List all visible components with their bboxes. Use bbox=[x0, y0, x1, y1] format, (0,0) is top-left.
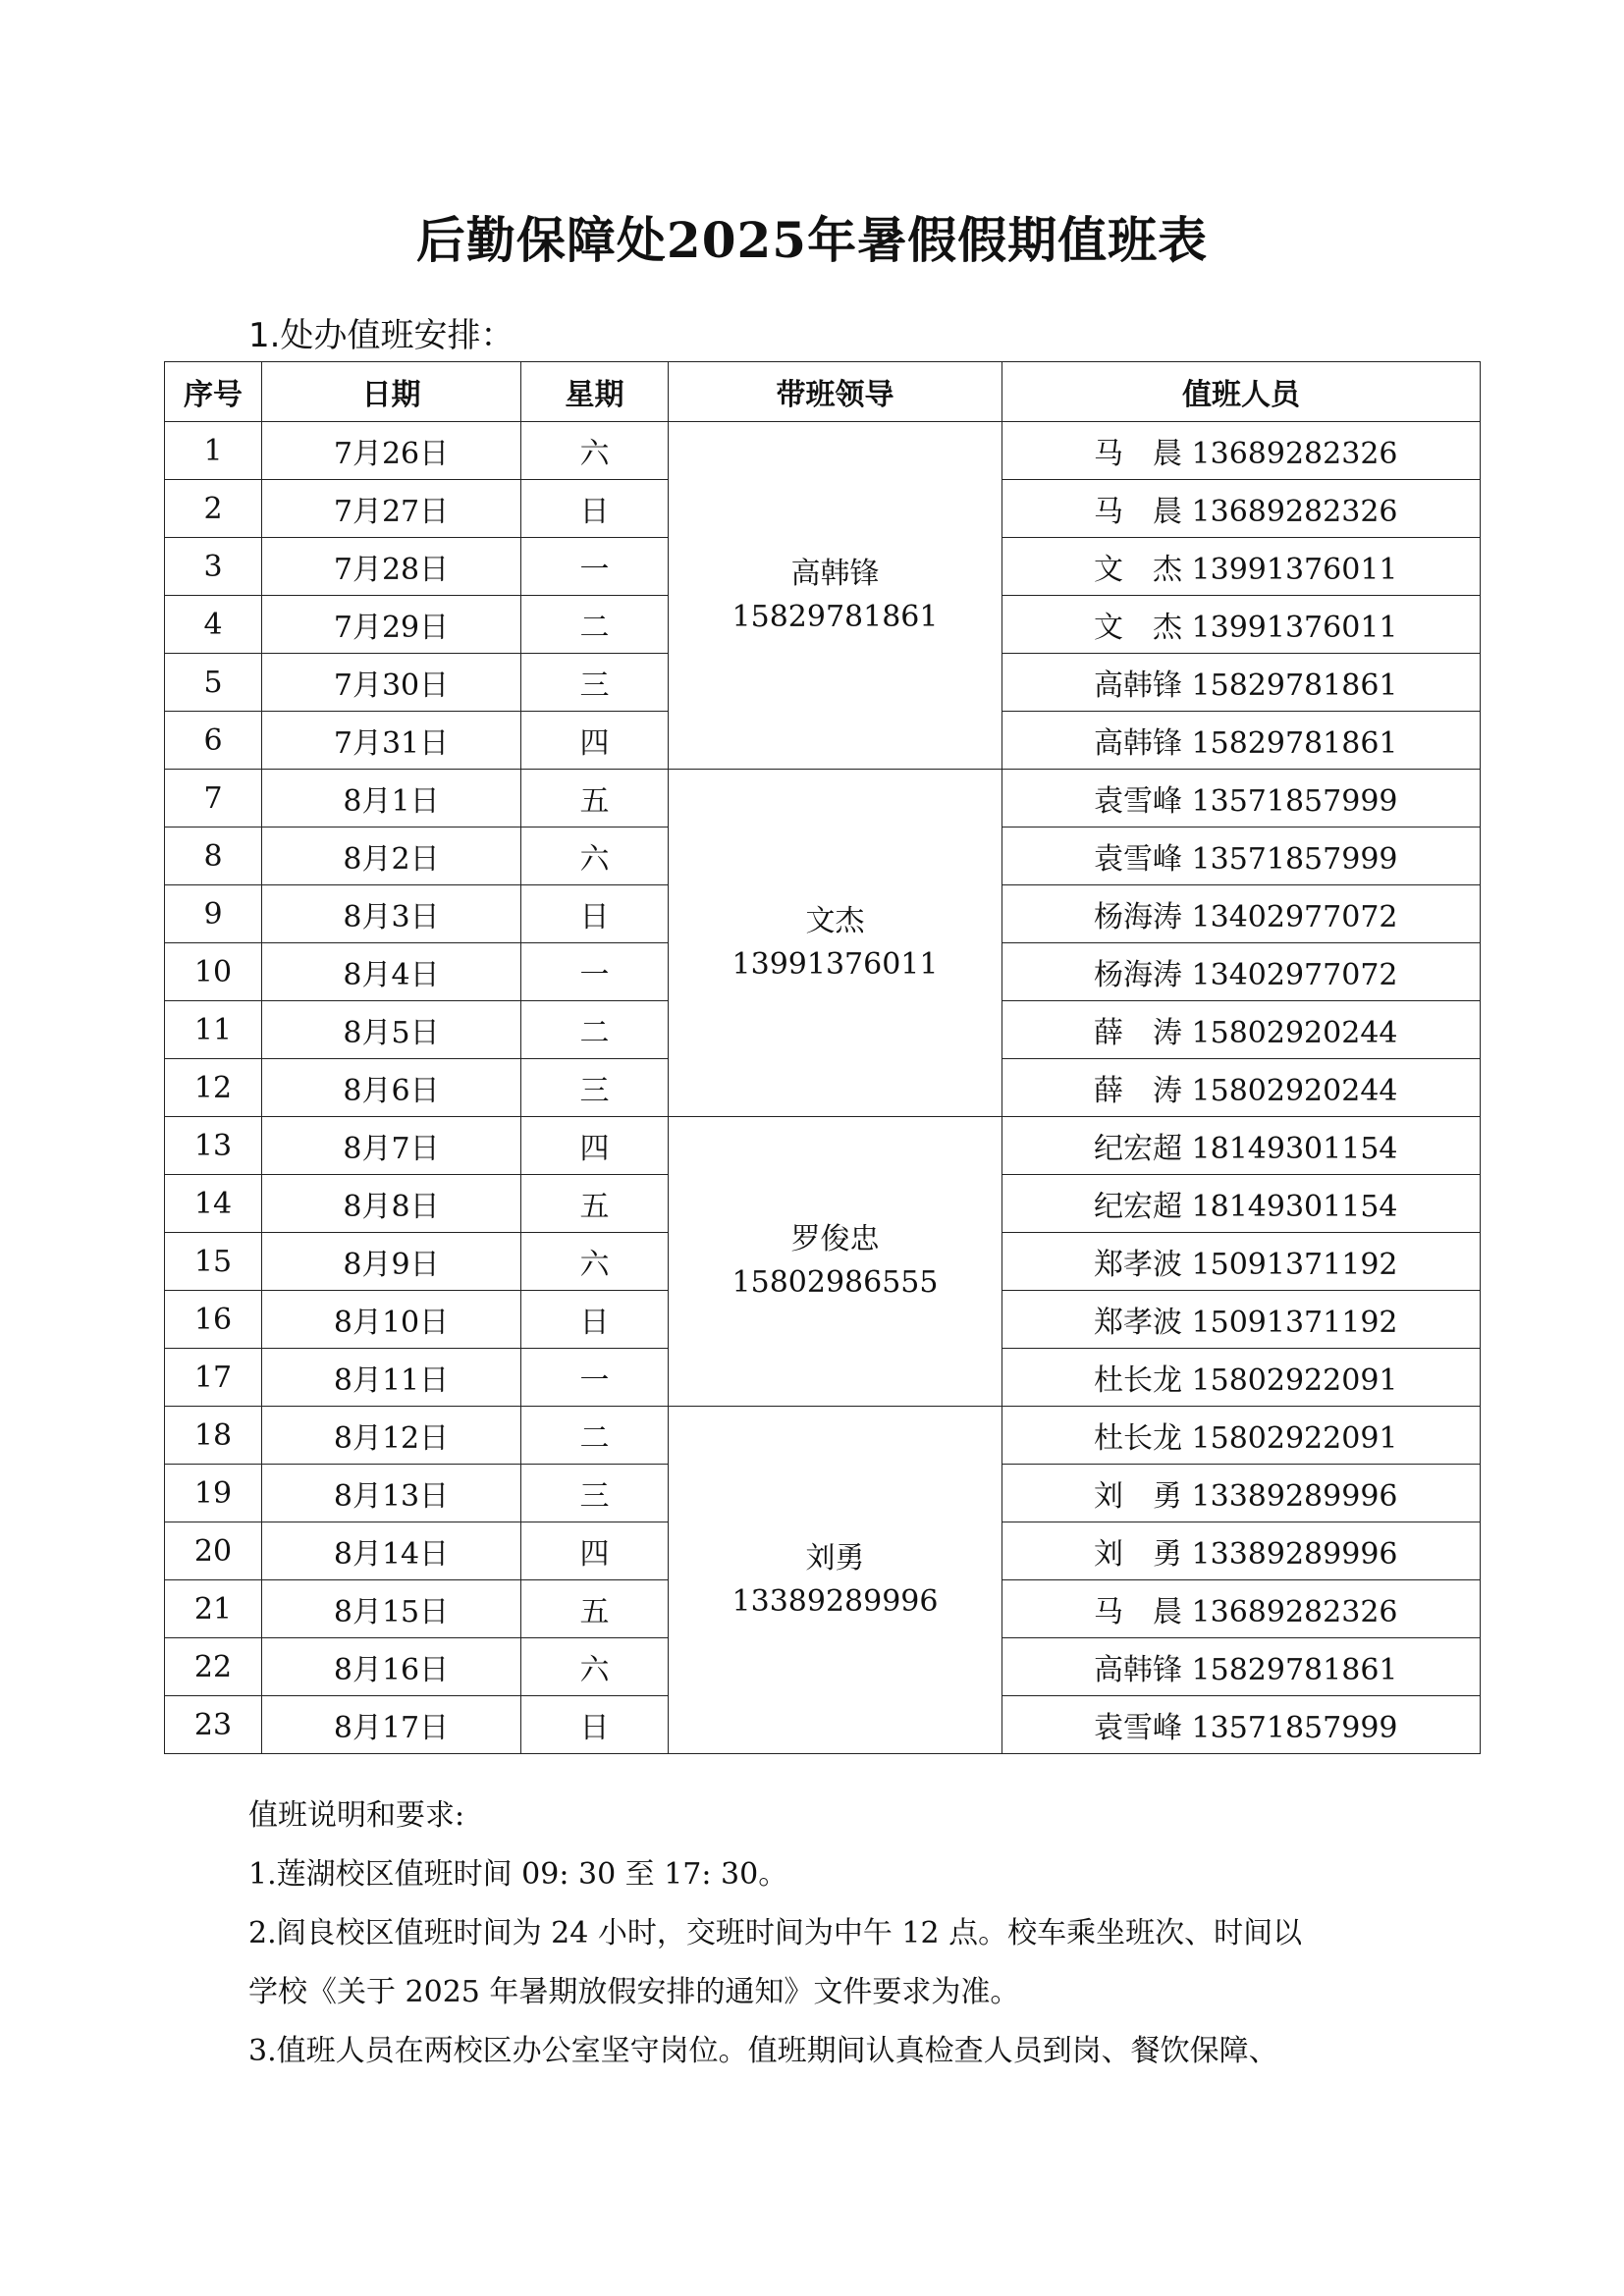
cell-staff bbox=[1002, 1638, 1481, 1696]
cell-date: 8月17日 bbox=[262, 1696, 521, 1754]
cell-staff bbox=[1002, 422, 1481, 480]
cell-no: 23 bbox=[165, 1696, 262, 1754]
cell-date: 8月10日 bbox=[262, 1291, 521, 1349]
cell-date: 7月26日 bbox=[262, 422, 521, 480]
cell-date: 8月3日 bbox=[262, 885, 521, 943]
cell-staff bbox=[1002, 1059, 1481, 1117]
header-leader: 带班领导 bbox=[669, 362, 1002, 422]
table-row bbox=[165, 1407, 1481, 1465]
cell-weekday: 日 bbox=[521, 1291, 669, 1349]
staff-name-phone: 马 晨 13689282326 bbox=[1094, 495, 1398, 529]
cell-weekday: 二 bbox=[521, 596, 669, 654]
cell-no: 5 bbox=[165, 654, 262, 712]
staff-name-phone: 袁雪峰 13571857999 bbox=[1094, 784, 1398, 819]
header-date: 日期 bbox=[262, 362, 521, 422]
cell-weekday: 五 bbox=[521, 770, 669, 828]
staff-name-phone: 马 晨 13689282326 bbox=[1094, 437, 1398, 471]
cell-staff bbox=[1002, 1522, 1481, 1580]
header-weekday: 星期 bbox=[521, 362, 669, 422]
cell-weekday: 日 bbox=[521, 1696, 669, 1754]
cell-date: 8月11日 bbox=[262, 1349, 521, 1407]
leader-name: 文杰 bbox=[805, 903, 865, 938]
cell-date: 7月28日 bbox=[262, 538, 521, 596]
cell-weekday: 四 bbox=[521, 712, 669, 770]
cell-no: 10 bbox=[165, 943, 262, 1001]
cell-staff bbox=[1002, 1407, 1481, 1465]
cell-no: 20 bbox=[165, 1522, 262, 1580]
cell-weekday: 日 bbox=[521, 885, 669, 943]
cell-date: 8月7日 bbox=[262, 1117, 521, 1175]
header-staff: 值班人员 bbox=[1002, 362, 1481, 422]
cell-weekday: 三 bbox=[521, 1465, 669, 1522]
cell-date: 8月12日 bbox=[262, 1407, 521, 1465]
page-title: 后勤保障处2025年暑假假期值班表 bbox=[415, 211, 1209, 269]
cell-weekday: 二 bbox=[521, 1001, 669, 1059]
staff-name-phone: 郑孝波 15091371192 bbox=[1094, 1248, 1398, 1282]
leader-phone: 15829781861 bbox=[731, 599, 939, 634]
cell-leader bbox=[669, 422, 1002, 770]
cell-no: 14 bbox=[165, 1175, 262, 1233]
note-item-3-line-1: 3.值班人员在两校区办公室坚守岗位。值班期间认真检查人员到岗、餐饮保障、 bbox=[248, 2034, 1278, 2068]
staff-name-phone: 文 杰 13991376011 bbox=[1094, 611, 1398, 645]
cell-no: 22 bbox=[165, 1638, 262, 1696]
staff-name-phone: 郑孝波 15091371192 bbox=[1094, 1306, 1398, 1340]
table-row bbox=[165, 422, 1481, 480]
cell-staff bbox=[1002, 885, 1481, 943]
cell-weekday: 五 bbox=[521, 1175, 669, 1233]
leader-name: 罗俊忠 bbox=[790, 1222, 880, 1256]
cell-date: 8月13日 bbox=[262, 1465, 521, 1522]
leader-name: 高韩锋 bbox=[790, 556, 880, 591]
staff-name-phone: 高韩锋 15829781861 bbox=[1094, 726, 1398, 761]
staff-name-phone: 马 晨 13689282326 bbox=[1094, 1595, 1398, 1629]
cell-no: 13 bbox=[165, 1117, 262, 1175]
cell-leader bbox=[669, 1117, 1002, 1407]
cell-staff bbox=[1002, 1580, 1481, 1638]
cell-date: 8月6日 bbox=[262, 1059, 521, 1117]
leader-phone: 13389289996 bbox=[731, 1583, 939, 1619]
cell-no: 16 bbox=[165, 1291, 262, 1349]
cell-weekday: 四 bbox=[521, 1117, 669, 1175]
cell-date: 7月30日 bbox=[262, 654, 521, 712]
staff-name-phone: 文 杰 13991376011 bbox=[1094, 553, 1398, 587]
header-no: 序号 bbox=[165, 362, 262, 422]
cell-date: 7月29日 bbox=[262, 596, 521, 654]
cell-no: 1 bbox=[165, 422, 262, 480]
staff-name-phone: 袁雪峰 13571857999 bbox=[1094, 842, 1398, 877]
cell-no: 15 bbox=[165, 1233, 262, 1291]
cell-no: 2 bbox=[165, 480, 262, 538]
cell-weekday: 一 bbox=[521, 943, 669, 1001]
cell-date: 8月15日 bbox=[262, 1580, 521, 1638]
cell-date: 7月27日 bbox=[262, 480, 521, 538]
cell-weekday: 三 bbox=[521, 654, 669, 712]
cell-no: 12 bbox=[165, 1059, 262, 1117]
cell-staff bbox=[1002, 538, 1481, 596]
cell-staff bbox=[1002, 654, 1481, 712]
staff-name-phone: 刘 勇 13389289996 bbox=[1094, 1537, 1398, 1572]
cell-no: 17 bbox=[165, 1349, 262, 1407]
staff-name-phone: 杜长龙 15802922091 bbox=[1094, 1421, 1398, 1456]
cell-staff bbox=[1002, 1696, 1481, 1754]
cell-leader bbox=[669, 770, 1002, 1117]
staff-name-phone: 刘 勇 13389289996 bbox=[1094, 1479, 1398, 1514]
cell-no: 21 bbox=[165, 1580, 262, 1638]
cell-leader bbox=[669, 1407, 1002, 1754]
cell-date: 8月9日 bbox=[262, 1233, 521, 1291]
cell-staff bbox=[1002, 770, 1481, 828]
cell-weekday: 六 bbox=[521, 422, 669, 480]
table-row bbox=[165, 1117, 1481, 1175]
cell-staff bbox=[1002, 596, 1481, 654]
staff-name-phone: 薛 涛 15802920244 bbox=[1094, 1016, 1398, 1050]
cell-date: 8月16日 bbox=[262, 1638, 521, 1696]
cell-no: 9 bbox=[165, 885, 262, 943]
staff-name-phone: 纪宏超 18149301154 bbox=[1094, 1190, 1398, 1224]
leader-phone: 15802986555 bbox=[731, 1265, 939, 1300]
cell-staff bbox=[1002, 828, 1481, 885]
staff-name-phone: 杜长龙 15802922091 bbox=[1094, 1363, 1398, 1398]
cell-no: 3 bbox=[165, 538, 262, 596]
staff-name-phone: 薛 涛 15802920244 bbox=[1094, 1074, 1398, 1108]
staff-name-phone: 杨海涛 13402977072 bbox=[1094, 958, 1398, 992]
cell-weekday: 六 bbox=[521, 828, 669, 885]
cell-no: 11 bbox=[165, 1001, 262, 1059]
cell-date: 8月4日 bbox=[262, 943, 521, 1001]
cell-staff bbox=[1002, 943, 1481, 1001]
cell-no: 19 bbox=[165, 1465, 262, 1522]
duty-table bbox=[164, 361, 1481, 1754]
cell-no: 8 bbox=[165, 828, 262, 885]
leader-phone: 13991376011 bbox=[731, 946, 939, 982]
cell-staff bbox=[1002, 1465, 1481, 1522]
cell-staff bbox=[1002, 1001, 1481, 1059]
staff-name-phone: 高韩锋 15829781861 bbox=[1094, 668, 1398, 703]
cell-weekday: 四 bbox=[521, 1522, 669, 1580]
cell-date: 8月8日 bbox=[262, 1175, 521, 1233]
cell-weekday: 五 bbox=[521, 1580, 669, 1638]
cell-staff bbox=[1002, 480, 1481, 538]
cell-weekday: 一 bbox=[521, 1349, 669, 1407]
cell-weekday: 日 bbox=[521, 480, 669, 538]
staff-name-phone: 杨海涛 13402977072 bbox=[1094, 900, 1398, 934]
note-item-1: 1.莲湖校区值班时间 09: 30 至 17: 30。 bbox=[248, 1857, 788, 1892]
cell-no: 4 bbox=[165, 596, 262, 654]
cell-staff bbox=[1002, 1233, 1481, 1291]
note-item-2-line-2: 学校《关于 2025 年暑期放假安排的通知》文件要求为准。 bbox=[248, 1975, 1020, 2009]
notes-section bbox=[248, 1787, 1407, 2081]
table-body bbox=[165, 422, 1481, 1754]
staff-name-phone: 袁雪峰 13571857999 bbox=[1094, 1711, 1398, 1745]
leader-name: 刘勇 bbox=[805, 1540, 865, 1575]
cell-date: 7月31日 bbox=[262, 712, 521, 770]
cell-weekday: 六 bbox=[521, 1233, 669, 1291]
cell-date: 8月5日 bbox=[262, 1001, 521, 1059]
cell-no: 6 bbox=[165, 712, 262, 770]
cell-staff bbox=[1002, 1291, 1481, 1349]
cell-staff bbox=[1002, 712, 1481, 770]
cell-staff bbox=[1002, 1175, 1481, 1233]
note-item-2-line-1: 2.阎良校区值班时间为 24 小时，交班时间为中午 12 点。校车乘坐班次、时间以 bbox=[248, 1916, 1303, 1950]
table-row bbox=[165, 770, 1481, 828]
staff-name-phone: 纪宏超 18149301154 bbox=[1094, 1132, 1398, 1166]
staff-name-phone: 高韩锋 15829781861 bbox=[1094, 1653, 1398, 1687]
cell-weekday: 三 bbox=[521, 1059, 669, 1117]
table-header-row bbox=[165, 362, 1481, 422]
cell-weekday: 一 bbox=[521, 538, 669, 596]
cell-weekday: 六 bbox=[521, 1638, 669, 1696]
cell-no: 7 bbox=[165, 770, 262, 828]
section-heading: 1.处办值班安排： bbox=[248, 316, 514, 355]
cell-date: 8月1日 bbox=[262, 770, 521, 828]
notes-heading: 值班说明和要求: bbox=[248, 1798, 465, 1833]
cell-weekday: 二 bbox=[521, 1407, 669, 1465]
cell-no: 18 bbox=[165, 1407, 262, 1465]
cell-date: 8月14日 bbox=[262, 1522, 521, 1580]
cell-staff bbox=[1002, 1117, 1481, 1175]
cell-date: 8月2日 bbox=[262, 828, 521, 885]
cell-staff bbox=[1002, 1349, 1481, 1407]
